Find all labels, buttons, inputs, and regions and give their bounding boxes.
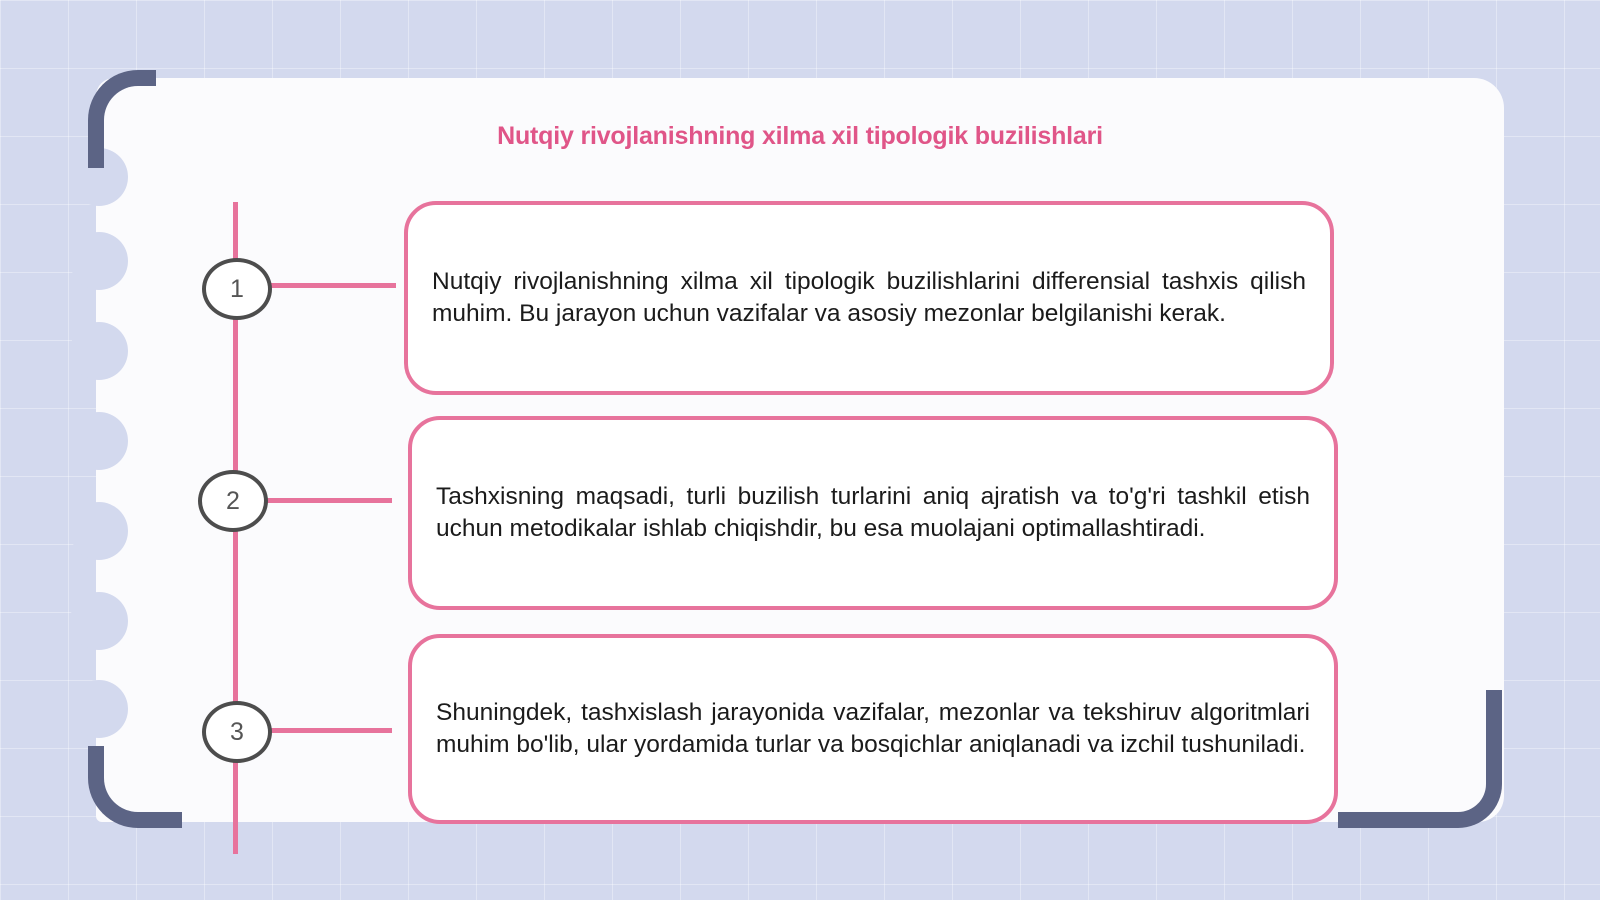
paper-edge-scallop [70,322,128,380]
step-connector [266,283,396,288]
step-card [408,416,1338,610]
slide-title: Nutqiy rivojlanishning xilma xil tipologik buzilishlari [497,122,1103,150]
step-card [404,201,1334,395]
step-card [408,634,1338,824]
step-number-badge: 3 [202,701,272,763]
step-number-badge: 2 [198,470,268,532]
step-card-text: Nutqiy rivojlanishning xilma xil tipologik buzilishlarini differensial tashxis qilish muhim. Bu jarayon uchun vazifalar va asosiy mezonlar belgilanishi kerak. [432,268,1306,327]
paper-edge-scallop [70,680,128,738]
paper-edge-scallop [70,502,128,560]
step-number-badge: 1 [202,258,272,320]
paper-edge-scallop [70,232,128,290]
frame-corner-top-left [88,70,156,168]
paper-edge-scallop [70,412,128,470]
paper-edge-scallop [70,592,128,650]
step-card-text: Shuningdek, tashxislash jarayonida vazifalar, mezonlar va tekshiruv algoritmlari muhim bo'lib, ular yordamida turlar va bosqichlar aniqlanadi va izchil tushuniladi. [436,699,1310,758]
frame-corner-bottom-right [1338,690,1502,828]
step-connector [266,728,392,733]
step-card-text: Tashxisning maqsadi, turli buzilish turlarini aniq ajratish va to'g'ri tashkil etish uchun metodikalar ishlab chiqishdir, bu esa muolajani optimallashtiradi. [436,483,1310,542]
step-connector [262,498,392,503]
